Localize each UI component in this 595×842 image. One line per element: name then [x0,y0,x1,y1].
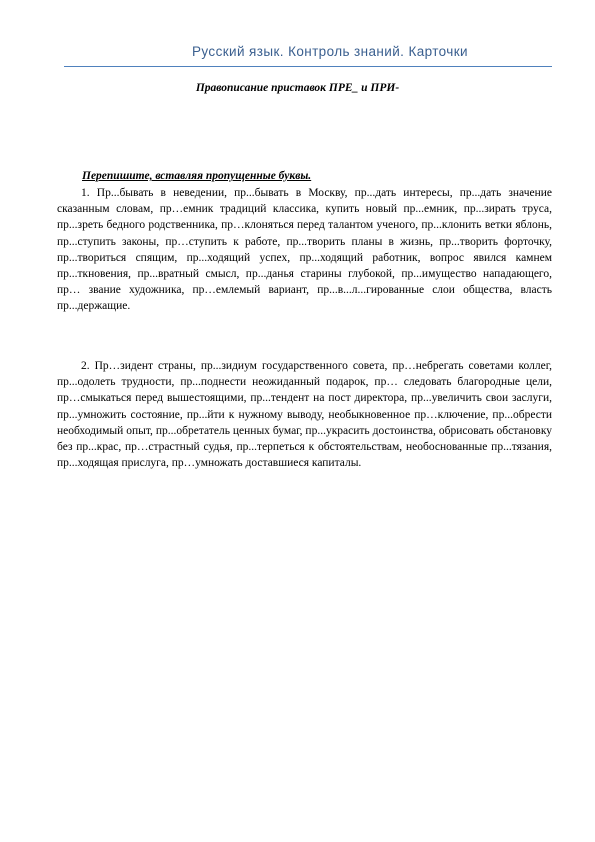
document-title: Правописание приставок ПРЕ_ и ПРИ- [195,82,400,94]
task-instruction: Перепишите, вставляя пропущенные буквы. [82,170,312,182]
page-header: Русский язык. Контроль знаний. Карточки [192,44,468,59]
header-divider [64,66,552,67]
exercise-paragraph-1: 1. Пр...бывать в неведении, пр...бывать в Москву, пр...дать интересы, пр...дать значение сказанным словам, пр…емник традиций классика, купить новый пр...емник, пр...зирать труса, пр...зреть бедного родственника, пр…клоняться перед талантом ученого, пр...клонить ветки яблонь, пр...ступить законы, пр…ступить к работе, пр...творить планы в жизнь, пр...творить форточку, пр...твориться спящим, пр...ходящий успех, пр...ходящий работник, вопрос явился камнем пр...ткновения, пр...вратный смысл, пр...данья старины глубокой, пр...имущество нападающего, пр… звание художника, пр…емлемый вариант, пр...в...л...гированные слои общества, власть пр...держащие. [57,187,552,313]
exercise-paragraph-2: 2. Пр…зидент страны, пр...зидиум государственного совета, пр…небрегать советами коллег, пр...одолеть трудности, пр...поднести неожиданный подарок, пр… следовать благородные цели, пр…смыкаться перед вышестоящими, пр...тендент на пост директора, пр...увеличить свои заслуги, пр...умножить состояние, пр...йти к нужному выводу, необыкновенное пр…ключение, пр...обрести необходимый опыт, пр...обретатель ценных бумаг, пр...украсить достоинства, обрисовать обстановку без пр...крас, пр…страстный судья, пр...терпеться к обстоятельствам, необоснованные пр...тязания, пр...ходящая прислуга, пр…умножать доставшиеся капиталы. [57,360,552,470]
